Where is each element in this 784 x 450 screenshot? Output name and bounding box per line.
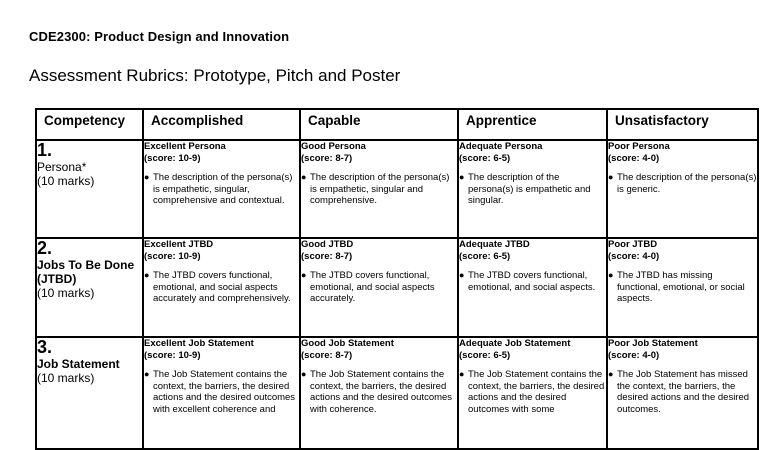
level-score: (score: 10-9)	[144, 152, 201, 164]
table-row	[36, 337, 758, 449]
level-cell	[607, 140, 758, 238]
bullet-icon: ●	[301, 172, 307, 182]
header-apprentice: Apprentice	[458, 109, 607, 140]
competency-cell	[36, 140, 143, 238]
level-cell	[300, 337, 458, 449]
competency-marks: (10 marks)	[37, 286, 95, 300]
level-description: ● The JTBD covers functional, emotional, and social aspects accurately.	[301, 270, 435, 304]
bullet-icon: ●	[144, 369, 150, 379]
document-subtitle: Assessment Rubrics: Prototype, Pitch and Poster	[29, 66, 401, 85]
level-title: Poor JTBD	[608, 239, 658, 250]
header-capable: Capable	[300, 109, 458, 140]
bullet-icon: ●	[459, 369, 465, 379]
level-score: (score: 4-0)	[608, 250, 660, 262]
level-description: ● The Job Statement has missed the context, the barriers, the desired actions and the desired outcomes.	[608, 369, 750, 415]
level-cell	[607, 238, 758, 337]
level-title: Good JTBD	[301, 239, 354, 250]
level-cell	[458, 238, 607, 337]
level-cell	[300, 140, 458, 238]
level-score: (score: 8-7)	[301, 250, 353, 262]
bullet-icon: ●	[608, 270, 614, 280]
level-description: ● The Job Statement contains the context, the barriers, the desired actions and the desired outcomes with coherence.	[301, 369, 453, 415]
competency-marks: (10 marks)	[37, 371, 95, 385]
competency-number: 3.	[37, 337, 53, 357]
level-cell	[143, 238, 300, 337]
level-description: ● The description of the persona(s) is empathetic, singular, comprehensive and contextual.	[144, 172, 293, 206]
level-description: ● The JTBD covers functional, emotional, and social aspects.	[459, 270, 596, 293]
level-score: (score: 6-5)	[459, 250, 511, 262]
level-description: ● The Job Statement contains the context, the barriers, the desired actions and the desired outcomes with excellent coherence and	[144, 369, 296, 415]
level-score: (score: 6-5)	[459, 349, 511, 361]
level-description: ● The description of the persona(s) is generic.	[608, 172, 757, 195]
level-score: (score: 6-5)	[459, 152, 511, 164]
table-row	[36, 238, 758, 337]
level-description: ● The JTBD covers functional, emotional, and social aspects accurately and comprehensively.	[144, 270, 291, 304]
bullet-icon: ●	[144, 270, 150, 280]
level-description: ● The description of the persona(s) is empathetic, singular and comprehensive.	[301, 172, 450, 206]
bullet-icon: ●	[301, 270, 307, 280]
level-title: Excellent Persona	[144, 141, 226, 152]
level-description: ● The Job Statement contains the context, the barriers, the desired actions and the desired outcomes with some	[459, 369, 605, 415]
competency-name: Jobs To Be Done (JTBD)	[37, 258, 135, 286]
course-title: CDE2300: Product Design and Innovation	[29, 29, 290, 44]
header-accomplished: Accomplished	[143, 109, 300, 140]
level-cell	[607, 337, 758, 449]
competency-number: 1.	[37, 140, 53, 160]
competency-name: Job Statement	[37, 357, 120, 371]
level-score: (score: 8-7)	[301, 152, 353, 164]
level-cell	[143, 337, 300, 449]
level-title: Excellent JTBD	[144, 239, 214, 250]
level-title: Excellent Job Statement	[144, 338, 254, 349]
level-score: (score: 4-0)	[608, 349, 660, 361]
level-score: (score: 10-9)	[144, 250, 201, 262]
level-score: (score: 4-0)	[608, 152, 660, 164]
level-cell	[300, 238, 458, 337]
bullet-icon: ●	[608, 172, 614, 182]
bullet-icon: ●	[301, 369, 307, 379]
header-unsatisfactory: Unsatisfactory	[607, 109, 758, 140]
rubric-table	[35, 108, 759, 450]
bullet-icon: ●	[144, 172, 150, 182]
competency-marks: (10 marks)	[37, 174, 95, 188]
level-title: Adequate JTBD	[459, 239, 530, 250]
bullet-icon: ●	[459, 270, 465, 280]
level-cell	[458, 140, 607, 238]
table-row	[36, 140, 758, 238]
level-title: Poor Job Statement	[608, 338, 698, 349]
level-score: (score: 10-9)	[144, 349, 201, 361]
level-cell	[143, 140, 300, 238]
competency-number: 2.	[37, 238, 53, 258]
level-score: (score: 8-7)	[301, 349, 353, 361]
bullet-icon: ●	[608, 369, 614, 379]
header-row	[36, 109, 758, 140]
level-title: Adequate Job Statement	[459, 338, 571, 349]
level-description: ● The JTBD has missing functional, emotional, or social aspects.	[608, 270, 745, 304]
level-description: ● The description of the persona(s) is empathetic and singular.	[459, 172, 591, 206]
bullet-icon: ●	[459, 172, 465, 182]
level-title: Adequate Persona	[459, 141, 543, 152]
competency-cell	[36, 337, 143, 449]
competency-name: Persona*	[37, 160, 87, 174]
level-title: Good Job Statement	[301, 338, 394, 349]
level-cell	[458, 337, 607, 449]
competency-cell	[36, 238, 143, 337]
level-title: Good Persona	[301, 141, 366, 152]
level-title: Poor Persona	[608, 141, 670, 152]
header-competency: Competency	[36, 109, 143, 140]
